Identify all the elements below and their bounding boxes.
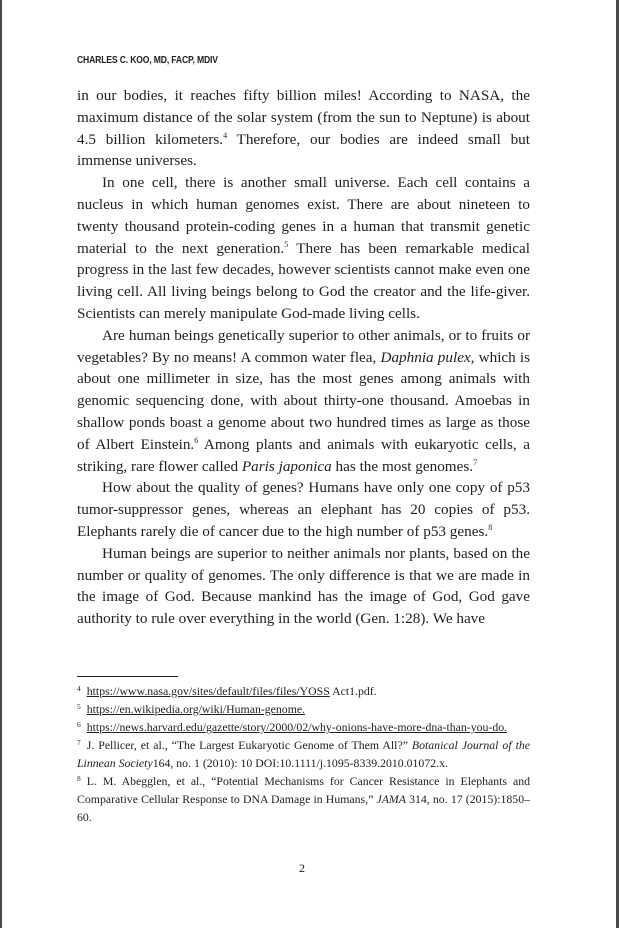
paragraph <box>77 85 530 172</box>
footnote-number: 5 <box>77 702 81 711</box>
footnote-reference[interactable]: 7 <box>473 457 478 467</box>
footnote-text: Act1.pdf. <box>329 684 377 698</box>
paragraph <box>77 477 530 542</box>
body-text <box>77 85 530 630</box>
footnote-link[interactable]: https://news.harvard.edu/gazette/story/2000/02/why-onions-have-more-dna-than-you-do. <box>86 720 508 734</box>
footnote-text: J. Pellicer, et al., “The Largest Eukaryotic Genome of Them All?” <box>86 738 412 752</box>
paragraph-text: which is about one millimeter in size, has the most genes among animals with genomic sequencing done, with about thirty-one thousand. Amoebas in shallow ponds boast a genome about two hundred times as large as those of Albert Einstein. <box>77 348 531 453</box>
paragraph-text: Among plants and animals with eukaryotic cells, a striking, rare flower called <box>77 435 530 475</box>
footnote-reference[interactable]: 8 <box>488 522 493 532</box>
footnotes <box>77 682 530 826</box>
italic-text: Botanical Journal of the Linnean Society <box>77 738 530 770</box>
paragraph-text: Therefore, our bodies are indeed small but immense universes. <box>77 130 530 170</box>
footnote-number: 7 <box>77 738 81 747</box>
footnote-item <box>77 772 530 826</box>
page-left-border <box>0 0 2 928</box>
italic-text: Paris japonica <box>241 457 332 475</box>
paragraph <box>77 172 530 325</box>
paragraph-text: Human beings are superior to neither animals nor plants, based on the number or quality of genomes. The only difference is that we are made in the image of God. Because mankind has the image of God, God gave authority to rule over everything in the world (Gen. 1:28). We have <box>77 544 530 628</box>
footnote-separator <box>77 676 178 677</box>
footnote-number: 6 <box>77 720 81 729</box>
footnote-reference[interactable]: 4 <box>223 130 228 140</box>
footnote-text: L. M. Abegglen, et al., “Potential Mechanisms for Cancer Resistance in Elephants and Comparative Cellular Response to DNA Damage in Humans,” <box>77 774 530 806</box>
paragraph-text: has the most genomes. <box>331 457 474 475</box>
page-number: 2 <box>299 861 305 875</box>
footnote-item <box>77 682 530 700</box>
paragraph <box>77 543 530 630</box>
italic-text: Daphnia pulex, <box>380 348 475 366</box>
footnote-text: 314, no. 17 (2015):1850–60. <box>77 792 530 824</box>
footnote-number: 4 <box>77 684 81 693</box>
paragraph-text: In one cell, there is another small universe. Each cell contains a nucleus in which human genomes exist. There are about nineteen to twenty thousand protein-coding genes in a human that transmit genetic material to the next generation. <box>77 174 530 257</box>
paragraph-text: in our bodies, it reaches fifty billion miles! According to NASA, the maximum distance of the solar system (from the sun to Neptune) is about 4.5 billion kilometers. <box>77 87 530 148</box>
footnote-item <box>77 736 530 772</box>
paragraph-text: Are human beings genetically superior to other animals, or to fruits or vegetables? By no means! A common water flea, <box>77 326 530 366</box>
footnote-link[interactable]: https://en.wikipedia.org/wiki/Human-genome. <box>86 702 306 716</box>
footnote-reference[interactable]: 5 <box>284 239 289 249</box>
footnote-reference[interactable]: 6 <box>194 435 199 445</box>
footnote-text: 164, no. 1 (2010): 10 DOI:10.1111/j.1095-8339.2010.01072.x. <box>152 756 448 770</box>
paragraph-text: There has been remarkable medical progress in the last few decades, however scientists cannot make even one living cell. All living beings belong to God the creator and the life-giver. Scientists can merely manipulate God-made living cells. <box>77 239 530 322</box>
paragraph-text: How about the quality of genes? Humans have only one copy of p53 tumor-suppressor genes, whereas an elephant has 20 copies of p53. Elephants rarely die of cancer due to the high number of p53 genes. <box>77 479 530 540</box>
paragraph <box>77 325 530 478</box>
footnote-item <box>77 700 530 718</box>
footnote-number: 8 <box>77 774 81 783</box>
footnote-item <box>77 718 530 736</box>
footnote-link[interactable]: https://www.nasa.gov/sites/default/files/files/YOSS <box>86 684 330 698</box>
italic-text: JAMA <box>376 792 406 806</box>
running-head: CHARLES C. KOO, MD, FACP, MDIV <box>77 54 218 66</box>
